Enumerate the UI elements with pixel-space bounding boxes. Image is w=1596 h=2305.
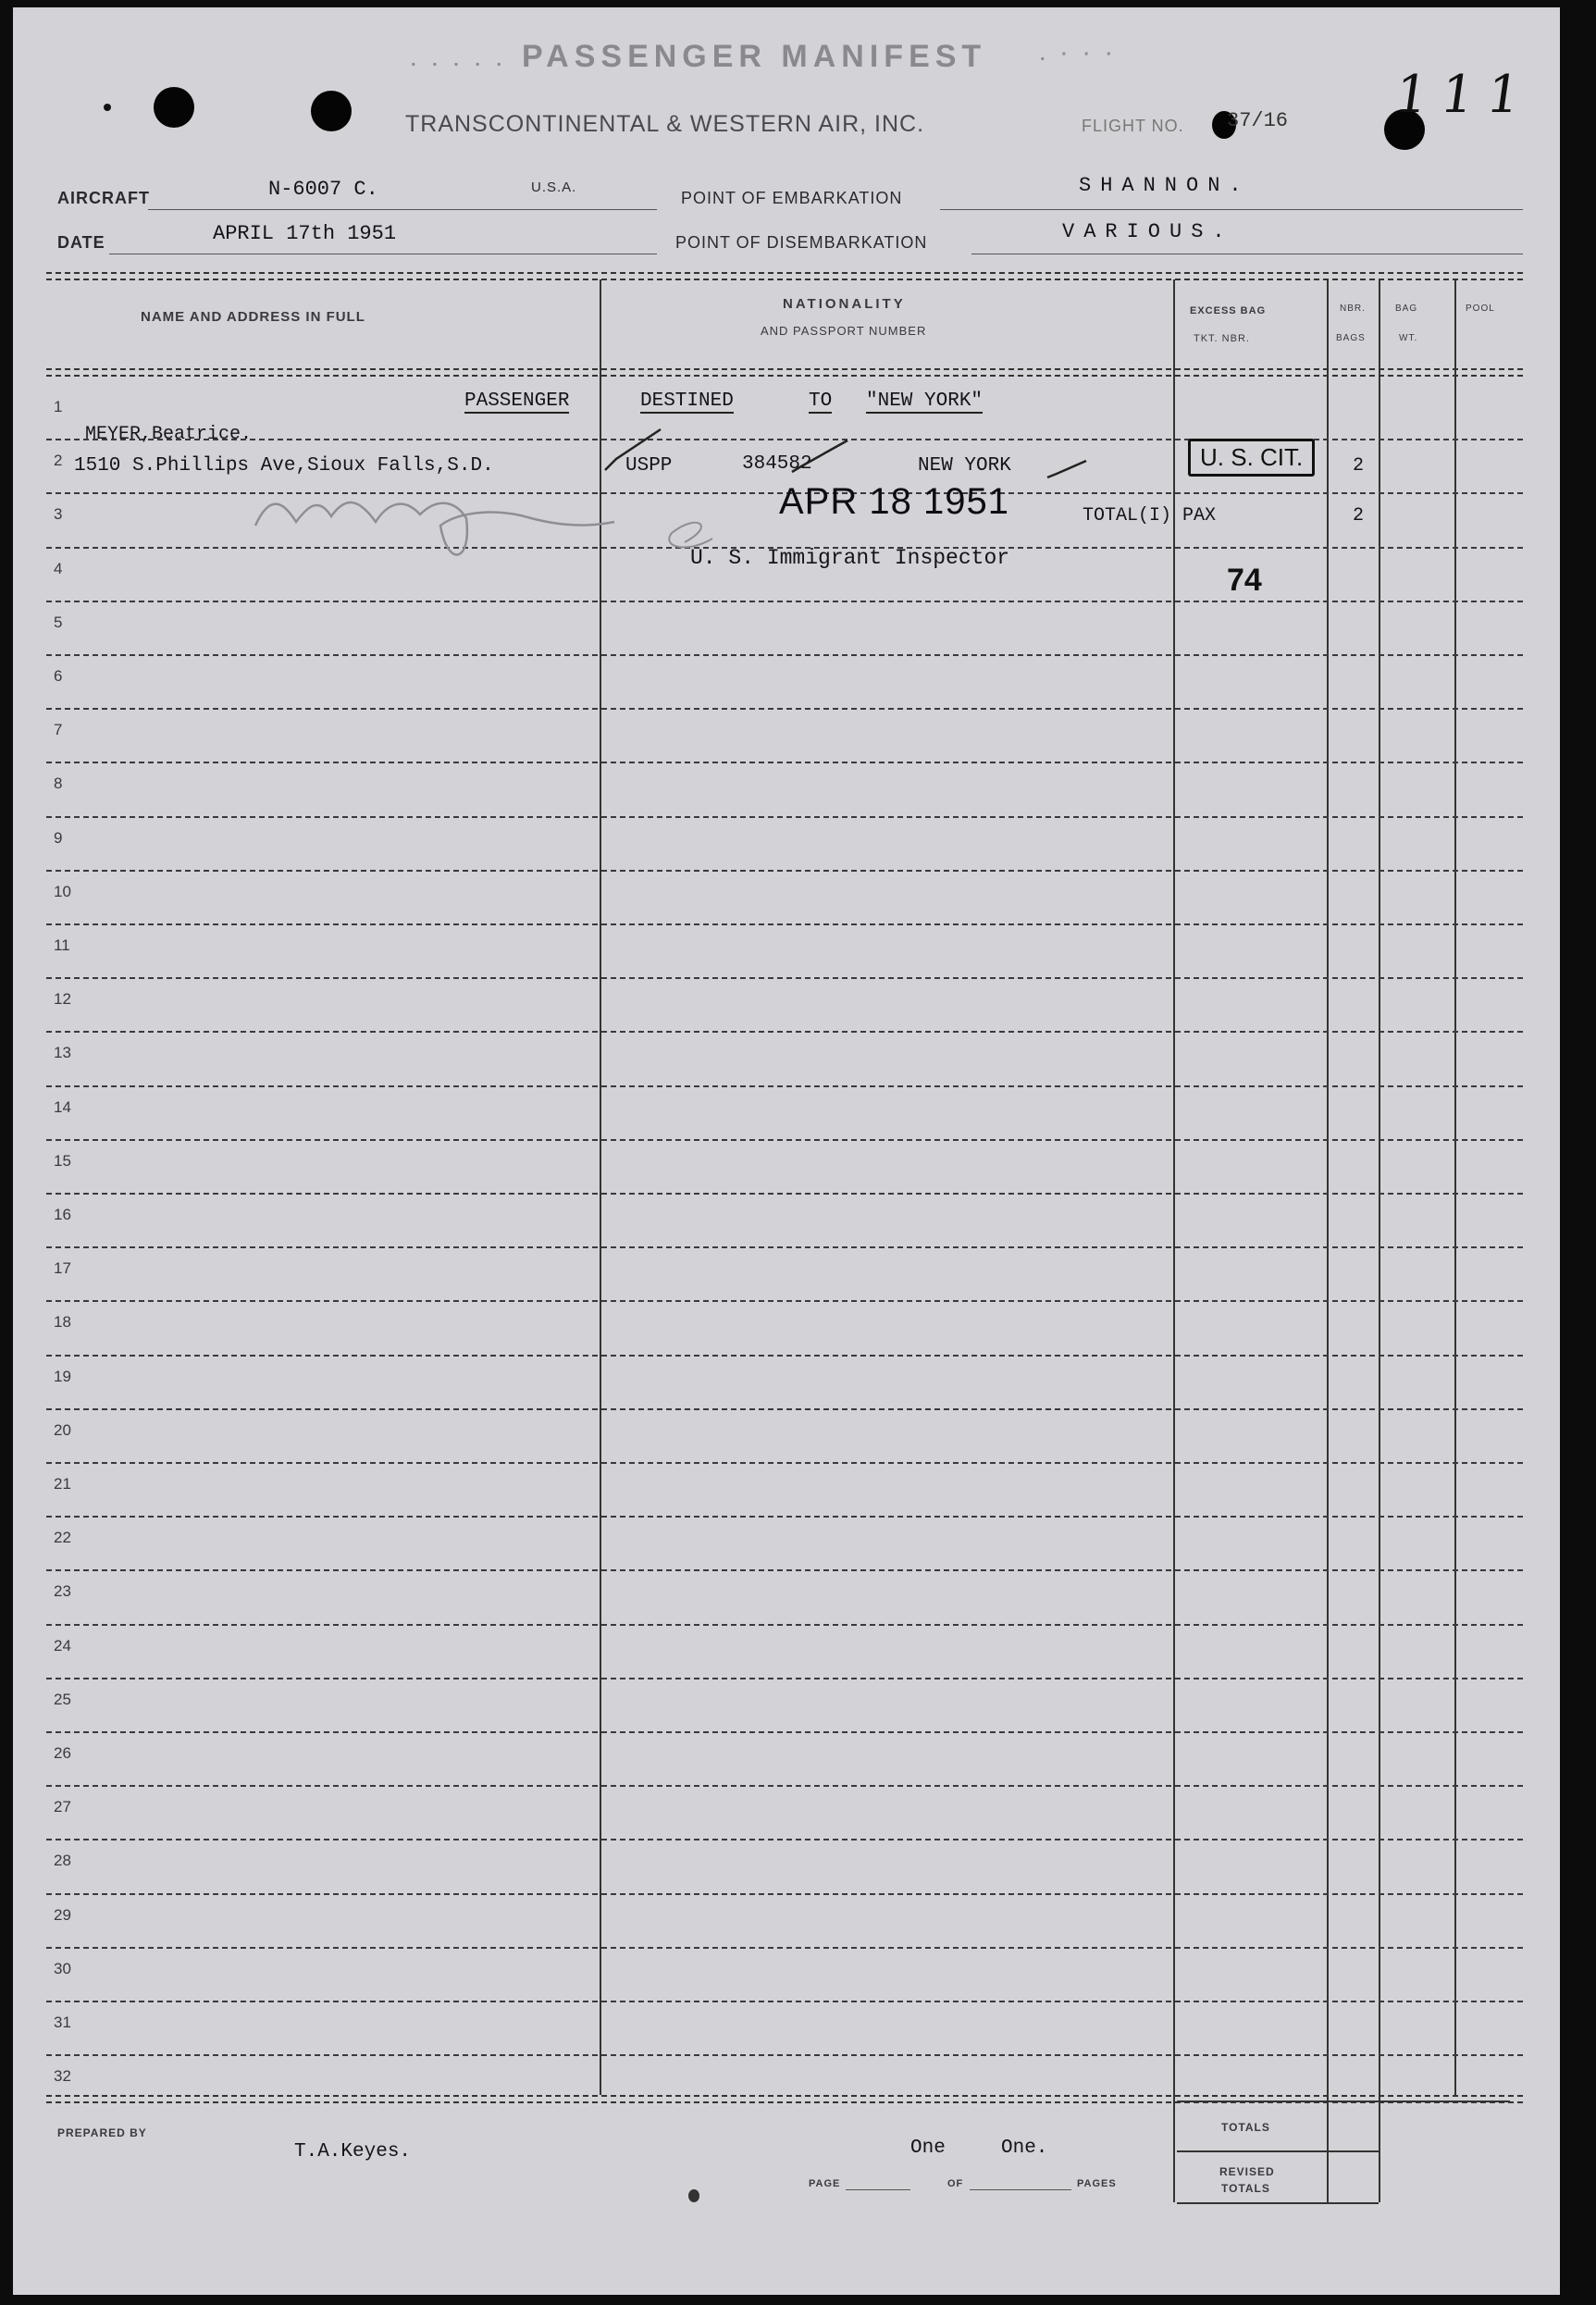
- embarkation-underline: [940, 209, 1523, 210]
- flight-label: FLIGHT NO.: [1082, 117, 1184, 135]
- row-number: 10: [54, 882, 71, 900]
- col-divider-nbr: [1379, 279, 1380, 2202]
- col-nationality-header: NATIONALITY: [783, 296, 906, 312]
- prepared-by-label: PREPARED BY: [57, 2126, 147, 2139]
- punch-hole-left: [154, 87, 194, 128]
- page-total: One.: [1001, 2138, 1048, 2159]
- col-bag-header: BAG: [1395, 304, 1418, 314]
- revised-label: REVISED: [1219, 2165, 1275, 2178]
- row-number: 11: [54, 936, 70, 954]
- row-line: [46, 1355, 1523, 1357]
- embarkation-value: SHANNON.: [1079, 174, 1251, 197]
- row-number: 16: [54, 1206, 71, 1223]
- pages-label: PAGES: [1077, 2178, 1117, 2189]
- arrival-date-stamp: APR 18 1951: [779, 481, 1009, 522]
- signature-loop: [669, 523, 712, 548]
- country-label: U.S.A.: [531, 180, 577, 195]
- row-number: 14: [54, 1097, 71, 1116]
- embarkation-label: POINT OF EMBARKATION: [681, 189, 903, 207]
- table-header-rule: [46, 368, 1523, 377]
- punch-hole-center: [311, 91, 352, 131]
- row-number: 21: [54, 1475, 71, 1493]
- row-number: 2: [54, 452, 63, 470]
- of-underline: [970, 2189, 1071, 2190]
- title-dots-left: . . . . .: [411, 50, 508, 70]
- row-line: [46, 762, 1523, 763]
- row-number: 3: [54, 505, 63, 524]
- col-bags-header: BAGS: [1336, 333, 1366, 343]
- aircraft-label: AIRCRAFT: [57, 189, 150, 207]
- manifest-page: [13, 7, 1560, 2295]
- row-line: [46, 977, 1523, 979]
- col-pool-header: POOL: [1466, 304, 1495, 314]
- bags-total: 2: [1353, 505, 1365, 527]
- row-line: [46, 1893, 1523, 1895]
- col-divider-nationality: [1173, 279, 1175, 2202]
- row1-destination: "NEW YORK": [866, 390, 984, 412]
- check-mark-3: [1047, 461, 1086, 477]
- aircraft-underline: [148, 209, 657, 210]
- row-line: [46, 870, 1523, 872]
- col-excess-tkt-header: TKT. NBR.: [1194, 333, 1250, 344]
- row-number: 22: [54, 1529, 71, 1547]
- row1-destined: DESTINED: [640, 390, 734, 412]
- flight-number: 37/16: [1227, 109, 1289, 132]
- row-line: [46, 2054, 1523, 2056]
- row-line: [46, 1839, 1523, 1840]
- row-line: [46, 1569, 1523, 1571]
- passenger-name: MEYER,Beatrice.: [85, 424, 253, 445]
- date-label: DATE: [57, 233, 105, 252]
- row-number: 17: [54, 1259, 71, 1278]
- bags-count: 2: [1353, 455, 1365, 477]
- row-number: 28: [54, 1852, 71, 1870]
- row-number: 7: [54, 721, 63, 739]
- row-line: [46, 708, 1523, 710]
- row-number: 20: [54, 1420, 71, 1439]
- totals-bottom-line: [1177, 2202, 1379, 2204]
- page-number: One: [910, 2138, 946, 2159]
- col-divider-bag: [1454, 279, 1456, 2095]
- manifest-title: PASSENGER MANIFEST: [522, 39, 987, 74]
- row-line: [46, 1516, 1523, 1518]
- disembarkation-value: VARIOUS.: [1062, 220, 1234, 243]
- corner-dot: [104, 104, 111, 111]
- row-number: 25: [54, 1690, 71, 1708]
- row-line: [46, 1731, 1523, 1733]
- row-number: 24: [54, 1636, 71, 1654]
- row-number: 12: [54, 990, 71, 1009]
- row-line: [46, 601, 1523, 602]
- title-dots-right: . · · ·: [1040, 44, 1119, 65]
- row-line: [46, 1408, 1523, 1410]
- footer-dot: [688, 2189, 699, 2202]
- row-number: 19: [54, 1367, 71, 1385]
- row-line: [46, 1300, 1523, 1302]
- us-citizen-stamp: U. S. CIT.: [1188, 439, 1315, 477]
- row-line: [46, 1139, 1523, 1141]
- row-number: 8: [54, 775, 63, 793]
- row-line: [46, 1031, 1523, 1033]
- col-excess-bag-header: EXCESS BAG: [1190, 305, 1267, 316]
- row-line: [46, 1246, 1523, 1248]
- page-label: PAGE: [809, 2178, 841, 2189]
- row-line: [46, 1462, 1523, 1464]
- row-number: 26: [54, 1744, 71, 1762]
- totals-mid-line: [1177, 2150, 1379, 2152]
- row-number: 31: [54, 2014, 71, 2031]
- row-line: [46, 923, 1523, 925]
- total-pax: TOTAL(I) PAX: [1083, 505, 1217, 527]
- col-wt-header: WT.: [1399, 333, 1418, 343]
- revised-totals-label: TOTALS: [1221, 2182, 1270, 2195]
- col-divider-excess: [1327, 279, 1329, 2202]
- row-number: 5: [54, 613, 63, 631]
- row-number: 9: [54, 828, 63, 847]
- row-number: 1: [54, 398, 63, 415]
- row-number: 15: [54, 1151, 71, 1170]
- passenger-address: 1510 S.Phillips Ave,Sioux Falls,S.D.: [74, 455, 494, 477]
- row-line: [46, 654, 1523, 656]
- row-line: [46, 1678, 1523, 1679]
- aircraft-value: N-6007 C.: [268, 178, 378, 201]
- date-value: APRIL 17th 1951: [213, 222, 397, 245]
- row-line: [46, 2001, 1523, 2002]
- page-underline: [846, 2189, 910, 2190]
- row-number: 23: [54, 1582, 71, 1601]
- col-passport-header: AND PASSPORT NUMBER: [761, 324, 927, 338]
- row-number: 27: [54, 1798, 71, 1816]
- row-line: [46, 1624, 1523, 1626]
- row-line: [46, 1193, 1523, 1195]
- inspector-line: U. S. Immigrant Inspector: [690, 546, 1010, 570]
- of-label: OF: [947, 2178, 964, 2189]
- row1-to: TO: [809, 390, 833, 412]
- row-line: [46, 816, 1523, 818]
- col-name-header: NAME AND ADDRESS IN FULL: [141, 309, 365, 325]
- row-line: [46, 1947, 1523, 1949]
- row-number: 29: [54, 1905, 71, 1924]
- row-number: 30: [54, 1959, 71, 1977]
- row-number: 6: [54, 667, 63, 685]
- row-number: 4: [54, 559, 63, 577]
- table-top-rule: [46, 272, 1523, 280]
- company-name: TRANSCONTINENTAL & WESTERN AIR, INC.: [405, 111, 925, 137]
- row1-passenger: PASSENGER: [464, 390, 570, 412]
- col-nbr-header: NBR.: [1340, 304, 1366, 314]
- passport-number: 384582: [742, 453, 812, 475]
- row-number: 18: [54, 1313, 71, 1332]
- row-number: 32: [54, 2067, 71, 2086]
- row-line: [46, 1085, 1523, 1087]
- prepared-by-value: T.A.Keyes.: [294, 2141, 412, 2162]
- col-divider-name: [600, 279, 601, 2095]
- destination-city: NEW YORK: [918, 455, 1011, 477]
- row-number: 13: [54, 1044, 71, 1062]
- totals-label: TOTALS: [1221, 2121, 1270, 2134]
- disembarkation-label: POINT OF DISEMBARKATION: [675, 233, 928, 252]
- page-mark-handwritten: 111: [1391, 65, 1538, 125]
- row-line: [46, 1785, 1523, 1787]
- inspector-number: 74: [1227, 563, 1262, 598]
- passenger-nationality: USPP: [625, 455, 673, 477]
